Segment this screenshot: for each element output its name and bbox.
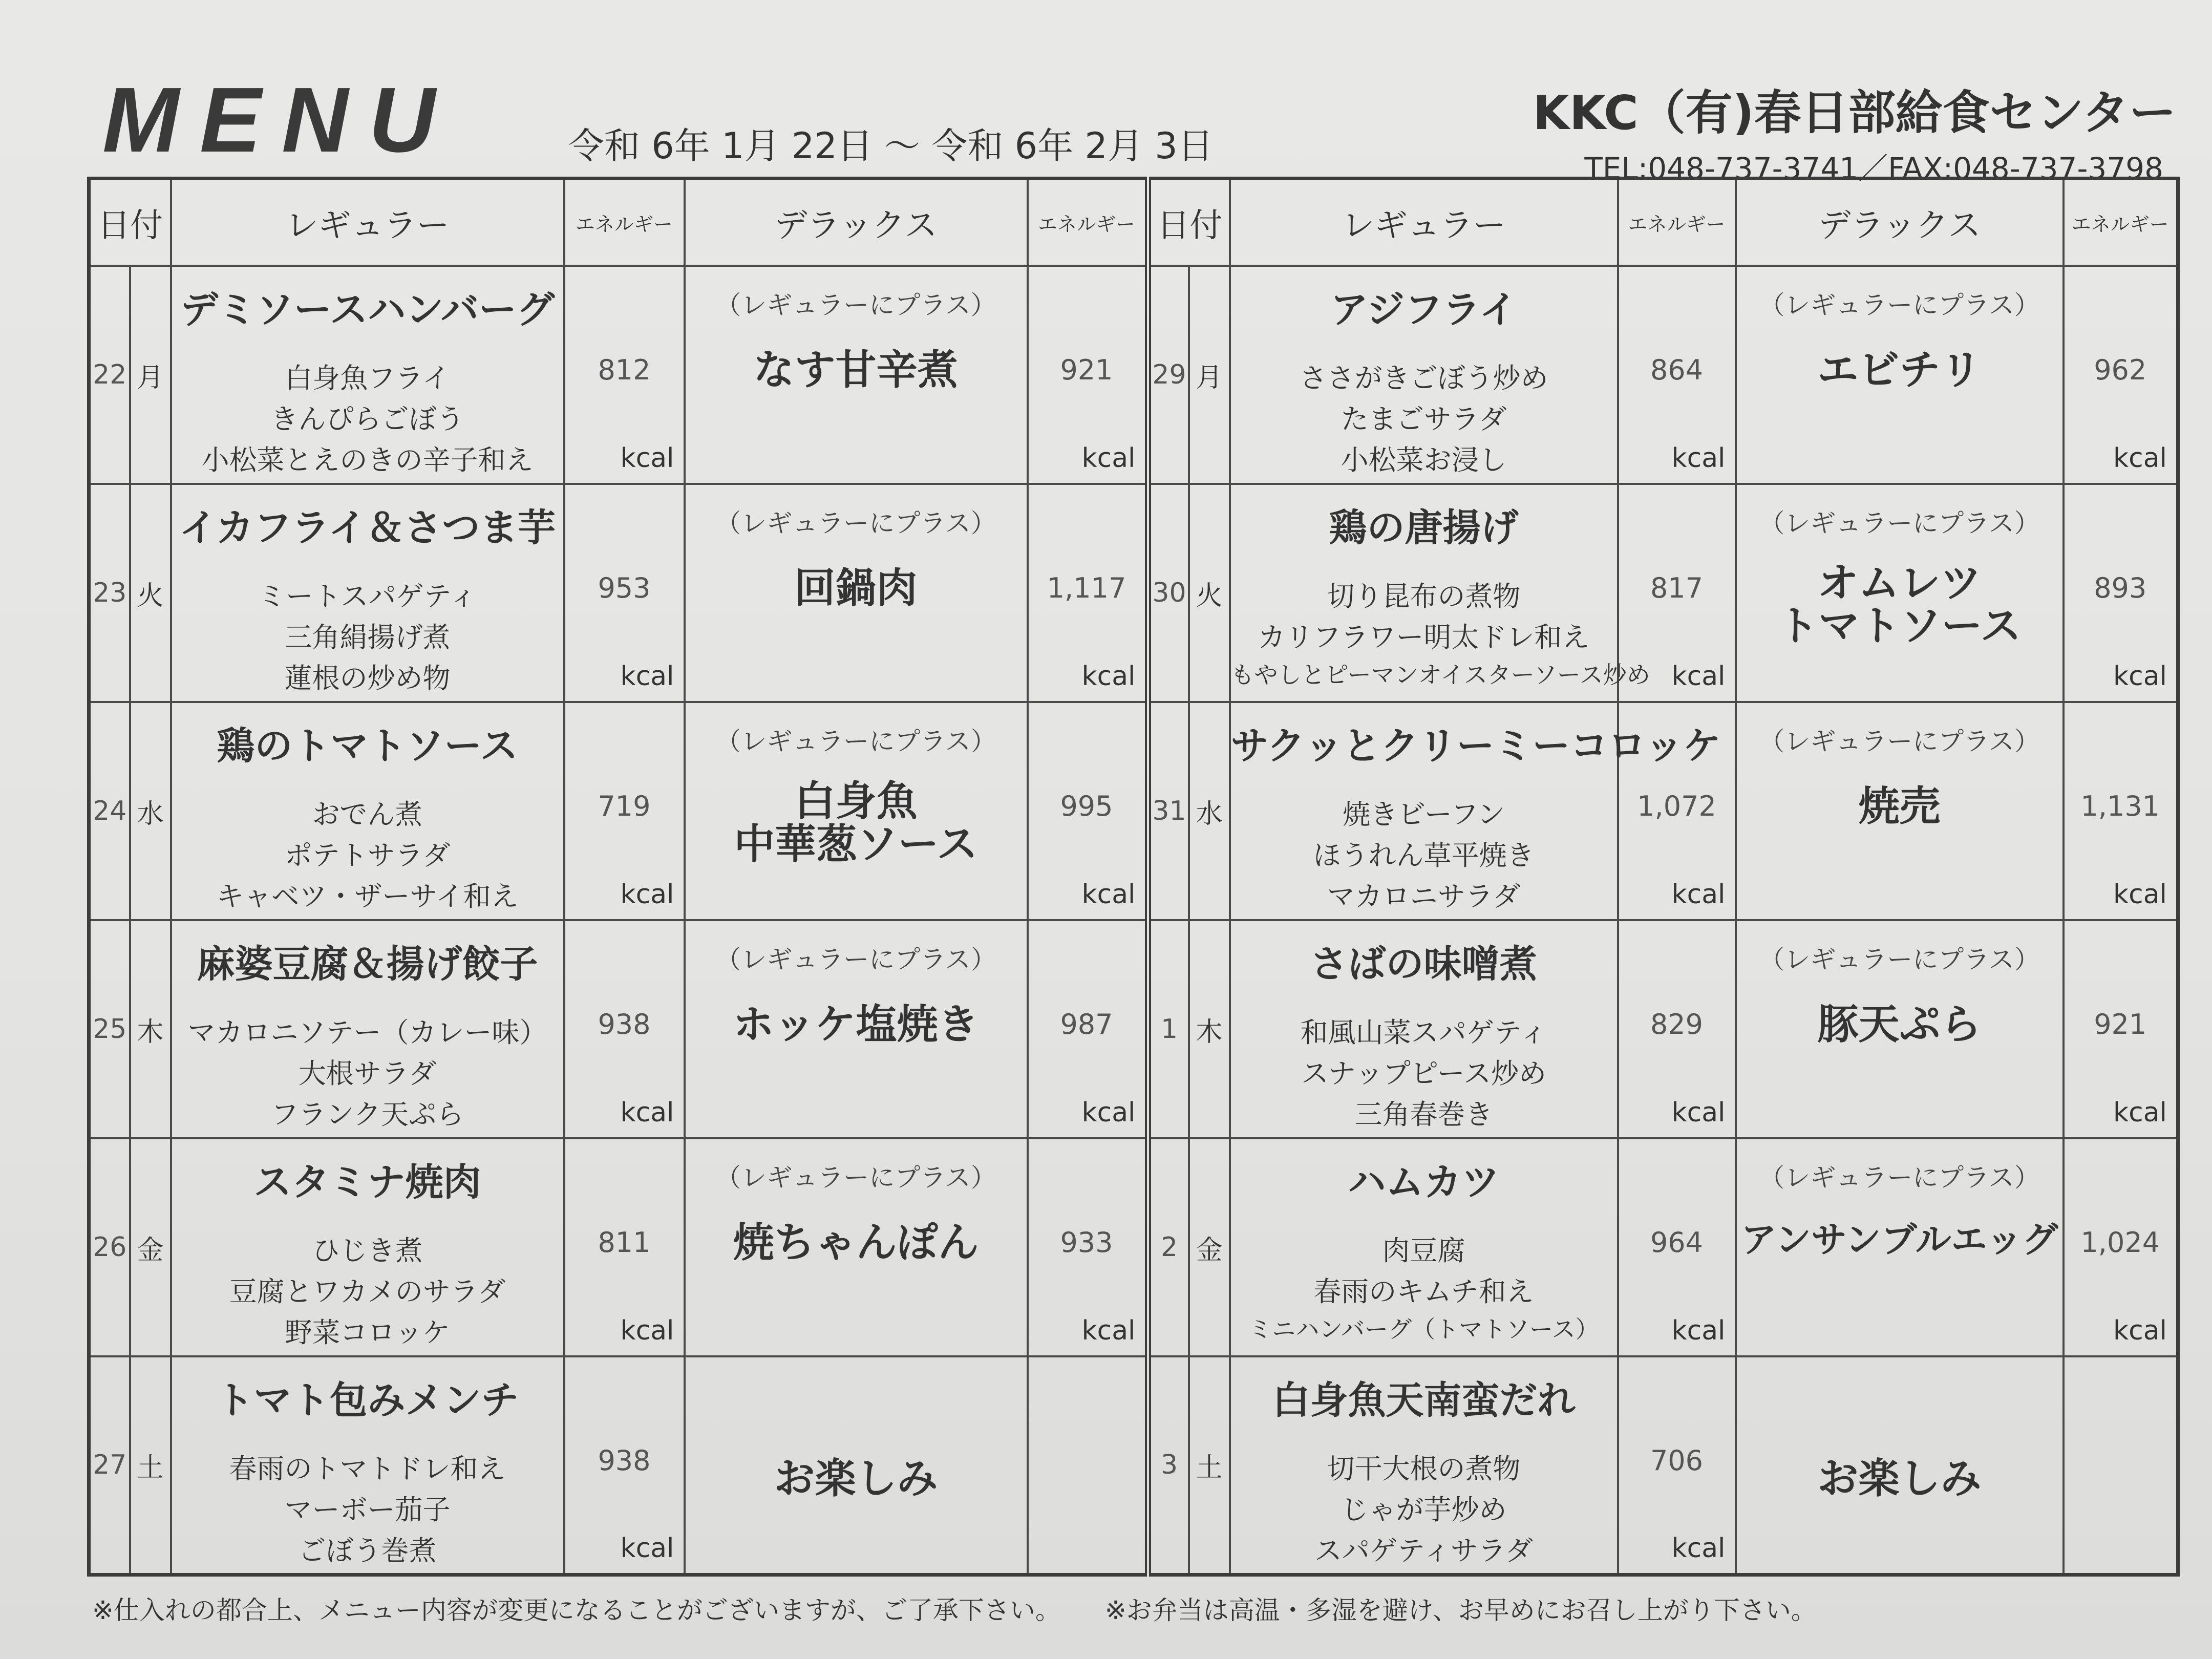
- menu-row: [89, 1356, 2178, 1575]
- weekday: 月: [130, 266, 171, 484]
- deluxe-dish: [686, 1457, 1027, 1500]
- energy-value: 921: [1060, 354, 1113, 386]
- deluxe-dish-line: 白身魚: [794, 777, 918, 825]
- side-dish: 小松菜とえのきの辛子和え: [201, 444, 534, 476]
- deluxe-dish: [1737, 782, 2062, 830]
- weekday: 月: [1189, 266, 1230, 484]
- main-dish: 鶏のトマトソース: [217, 724, 518, 768]
- side-dish: もやしとピーマンオイスターソース炒め: [1230, 661, 1650, 689]
- deluxe-dish: [686, 1003, 1027, 1046]
- deluxe-dish-line: 中華葱ソース: [734, 820, 978, 868]
- deluxe-menu-cell: [685, 1356, 1028, 1575]
- day-number: 23: [89, 484, 130, 702]
- weekday: 木: [1189, 920, 1230, 1138]
- energy-unit: kcal: [1081, 1097, 1136, 1128]
- energy-value: 719: [598, 790, 651, 822]
- energy-unit: kcal: [620, 1533, 674, 1564]
- side-dish: たまごサラダ: [1341, 403, 1507, 435]
- side-dish: 切り昆布の煮物: [1327, 580, 1521, 612]
- side-dish: スナップピース炒め: [1301, 1057, 1546, 1090]
- regular-menu-cell: [171, 484, 564, 702]
- energy-value: 938: [598, 1008, 651, 1040]
- deluxe-energy-cell: [1028, 1356, 1148, 1575]
- energy-value: 995: [1060, 790, 1113, 822]
- side-dish: おでん煮: [312, 798, 423, 831]
- side-dish: ひじき煮: [312, 1235, 423, 1267]
- deluxe-plus-note: （レギュラーにプラス）: [715, 727, 996, 756]
- menu-table: [87, 177, 2180, 1577]
- company-name: KKC（有)春日部給食センター: [1533, 86, 2176, 140]
- deluxe-dish-line: エビチリ: [1817, 346, 1982, 394]
- regular-menu-cell: [1230, 920, 1618, 1138]
- col-header-energy: エネルギー: [1028, 179, 1148, 266]
- energy-unit: kcal: [2113, 879, 2167, 910]
- deluxe-energy-cell: [1028, 702, 1148, 920]
- col-header-date: 日付: [89, 179, 171, 266]
- day-number: 31: [1148, 702, 1189, 920]
- side-dish: 野菜コロッケ: [285, 1316, 450, 1349]
- regular-menu-cell: [1230, 1356, 1618, 1575]
- regular-energy-cell: [1618, 920, 1736, 1138]
- day-number: 27: [89, 1356, 130, 1575]
- energy-value: 811: [598, 1226, 651, 1259]
- energy-value: 829: [1650, 1008, 1704, 1040]
- deluxe-plus-note: （レギュラーにプラス）: [1759, 508, 2040, 538]
- energy-unit: kcal: [1671, 443, 1726, 474]
- menu-row: [89, 1138, 2178, 1356]
- weekday: 水: [130, 702, 171, 920]
- deluxe-energy-cell: [1028, 1138, 1148, 1356]
- deluxe-plus-note: （レギュラーにプラス）: [1759, 290, 2040, 320]
- side-dish: ごぼう巻煮: [298, 1535, 437, 1567]
- deluxe-dish: [1737, 559, 2062, 650]
- energy-value: 893: [2094, 572, 2147, 604]
- main-dish: アジフライ: [1330, 288, 1517, 332]
- deluxe-menu-cell: [1736, 1138, 2064, 1356]
- regular-energy-cell: [564, 1356, 685, 1575]
- regular-energy-cell: [1618, 266, 1736, 484]
- energy-unit: kcal: [2113, 1097, 2167, 1128]
- energy-unit: kcal: [1081, 1315, 1136, 1346]
- regular-menu-cell: [1230, 266, 1618, 484]
- menu-row: [89, 266, 2178, 484]
- day-number: 25: [89, 920, 130, 1138]
- side-dish: マカロニサラダ: [1327, 880, 1521, 912]
- side-dish: 小松菜お浸し: [1341, 444, 1507, 476]
- deluxe-dish-line: お楽しみ: [774, 1455, 938, 1502]
- side-dish: 三角春巻き: [1354, 1098, 1493, 1131]
- menu-period: 令和 6年 1月 22日 ～ 令和 6年 2月 3日: [568, 125, 1214, 167]
- footer-notes: [92, 1590, 1853, 1627]
- energy-value: 817: [1650, 572, 1704, 604]
- menu-row: [89, 702, 2178, 920]
- regular-menu-cell: [171, 266, 564, 484]
- side-dish: ささがきごぼう炒め: [1299, 362, 1548, 394]
- regular-menu-cell: [1230, 484, 1650, 702]
- deluxe-energy-cell: [2064, 1356, 2178, 1575]
- col-header-date: 日付: [1148, 179, 1230, 266]
- side-dish: 春雨のキムチ和え: [1313, 1275, 1534, 1308]
- deluxe-plus-note: （レギュラーにプラス）: [1759, 1163, 2040, 1193]
- deluxe-menu-cell: [685, 1138, 1028, 1356]
- deluxe-energy-cell: [2064, 702, 2178, 920]
- main-dish: ハムカツ: [1348, 1160, 1500, 1204]
- col-header-deluxe: デラックス: [1736, 179, 2064, 266]
- deluxe-plus-note: （レギュラーにプラス）: [715, 290, 996, 320]
- energy-value: 938: [598, 1444, 651, 1477]
- energy-unit: kcal: [620, 879, 674, 910]
- main-dish: 麻婆豆腐＆揚げ餃子: [197, 942, 538, 986]
- col-header-regular: レギュラー: [1230, 179, 1618, 266]
- energy-unit: kcal: [2113, 443, 2167, 474]
- deluxe-menu-cell: [685, 484, 1028, 702]
- col-header-energy: エネルギー: [1618, 179, 1736, 266]
- side-dish: 焼きビーフン: [1343, 798, 1505, 831]
- energy-unit: kcal: [1671, 1097, 1726, 1128]
- deluxe-dish: [686, 564, 1027, 612]
- main-dish: 白身魚天南蛮だれ: [1272, 1378, 1576, 1422]
- company-contact: TEL:048-737-3741／FAX:048-737-3798: [1584, 151, 2163, 186]
- deluxe-plus-note: （レギュラーにプラス）: [715, 1163, 996, 1193]
- regular-energy-cell: [564, 920, 685, 1138]
- deluxe-dish-line: なす甘辛煮: [753, 346, 959, 394]
- energy-unit: kcal: [620, 1097, 674, 1128]
- deluxe-dish-line: アンサンブルエッグ: [1740, 1219, 2058, 1261]
- deluxe-menu-cell: [1736, 1356, 2064, 1575]
- regular-menu-cell: [171, 920, 564, 1138]
- weekday: 水: [1189, 702, 1230, 920]
- deluxe-dish-line: 豚天ぷら: [1817, 1001, 1982, 1048]
- energy-value: 864: [1650, 354, 1704, 386]
- weekday: 金: [1189, 1138, 1230, 1356]
- side-dish: ミートスパゲティ: [258, 580, 477, 612]
- weekday: 金: [130, 1138, 171, 1356]
- side-dish: じゃが芋炒め: [1341, 1494, 1507, 1526]
- weekday: 火: [1189, 484, 1230, 702]
- side-dish: 春雨のトマトドレ和え: [229, 1453, 506, 1485]
- side-dish: フランク天ぷら: [271, 1098, 464, 1131]
- deluxe-plus-note: （レギュラーにプラス）: [1759, 727, 2040, 756]
- side-dish: ミニハンバーグ（トマトソース）: [1248, 1315, 1599, 1343]
- deluxe-dish-line: 焼売: [1858, 782, 1941, 830]
- energy-value: 1,131: [2080, 790, 2160, 822]
- deluxe-menu-cell: [1736, 266, 2064, 484]
- col-header-energy: エネルギー: [2064, 179, 2178, 266]
- main-dish: 鶏の唐揚げ: [1329, 506, 1519, 550]
- energy-unit: kcal: [1671, 661, 1726, 692]
- day-number: 2: [1148, 1138, 1189, 1356]
- energy-value: 953: [598, 572, 651, 604]
- side-dish: マーボー茄子: [284, 1494, 451, 1526]
- deluxe-dish-line: トマトソース: [1777, 602, 2022, 650]
- deluxe-energy-cell: [1028, 920, 1148, 1138]
- day-number: 24: [89, 702, 130, 920]
- energy-unit: kcal: [620, 443, 674, 474]
- side-dish: キャベツ・ザーサイ和え: [216, 880, 519, 912]
- regular-menu-cell: [171, 1356, 564, 1575]
- side-dish: 蓮根の炒め物: [284, 662, 451, 694]
- menu-row: [89, 920, 2178, 1138]
- deluxe-menu-cell: [1736, 702, 2064, 920]
- deluxe-dish-line: オムレツ: [1817, 559, 1982, 607]
- energy-value: 1,072: [1637, 790, 1716, 822]
- side-dish: 三角絹揚げ煮: [284, 621, 451, 653]
- col-header-regular: レギュラー: [171, 179, 564, 266]
- energy-unit: kcal: [620, 1315, 674, 1346]
- col-header-deluxe: デラックス: [685, 179, 1028, 266]
- regular-energy-cell: [1618, 702, 1736, 920]
- day-number: 26: [89, 1138, 130, 1356]
- energy-value: 987: [1060, 1008, 1113, 1040]
- deluxe-plus-note: （レギュラーにプラス）: [715, 945, 996, 974]
- energy-unit: kcal: [2113, 1315, 2167, 1346]
- energy-value: 933: [1060, 1226, 1113, 1259]
- deluxe-dish: [1737, 1003, 2062, 1046]
- deluxe-dish: [686, 777, 1027, 868]
- main-dish: デミソースハンバーグ: [180, 288, 555, 332]
- menu-title: MENU: [102, 69, 456, 172]
- side-dish: カリフラワー明太ドレ和え: [1258, 621, 1590, 653]
- regular-energy-cell: [564, 484, 685, 702]
- regular-energy-cell: [1618, 1138, 1736, 1356]
- main-dish: さばの味噌煮: [1310, 942, 1538, 986]
- deluxe-dish: [686, 1221, 1027, 1264]
- regular-menu-cell: [171, 702, 564, 920]
- energy-unit: kcal: [1081, 443, 1136, 474]
- side-dish: 肉豆腐: [1382, 1235, 1465, 1267]
- deluxe-plus-note: （レギュラーにプラス）: [1759, 945, 2040, 974]
- deluxe-dish-line: お楽しみ: [1817, 1455, 1982, 1502]
- energy-unit: kcal: [1671, 1533, 1726, 1564]
- menu-row: [89, 484, 2178, 702]
- weekday: 火: [130, 484, 171, 702]
- main-dish: イカフライ＆さつま芋: [179, 506, 556, 550]
- deluxe-menu-cell: [685, 920, 1028, 1138]
- deluxe-plus-note: （レギュラーにプラス）: [715, 508, 996, 538]
- side-dish: 白身魚フライ: [285, 362, 450, 394]
- energy-value: 706: [1650, 1444, 1704, 1477]
- energy-value: 921: [2094, 1008, 2147, 1040]
- deluxe-energy-cell: [1028, 484, 1148, 702]
- deluxe-menu-cell: [685, 702, 1028, 920]
- regular-energy-cell: [1618, 1356, 1736, 1575]
- energy-unit: kcal: [1081, 661, 1136, 692]
- col-header-energy: エネルギー: [564, 179, 685, 266]
- deluxe-dish-line: 焼ちゃんぽん: [733, 1219, 979, 1266]
- deluxe-energy-cell: [2064, 920, 2178, 1138]
- deluxe-menu-cell: [1736, 484, 2064, 702]
- day-number: 29: [1148, 266, 1189, 484]
- day-number: 22: [89, 266, 130, 484]
- energy-unit: kcal: [1671, 1315, 1726, 1346]
- energy-unit: kcal: [620, 661, 674, 692]
- side-dish: 和風山菜スパゲティ: [1300, 1016, 1547, 1049]
- energy-value: 1,117: [1047, 572, 1126, 604]
- side-dish: 切干大根の煮物: [1327, 1453, 1521, 1485]
- side-dish: ほうれん草平焼き: [1313, 839, 1535, 871]
- energy-unit: kcal: [1671, 879, 1726, 910]
- deluxe-dish: [686, 346, 1027, 394]
- main-dish: スタミナ焼肉: [253, 1160, 481, 1204]
- energy-value: 962: [2094, 354, 2147, 386]
- energy-value: 1,024: [2080, 1226, 2160, 1259]
- deluxe-energy-cell: [2064, 1138, 2178, 1356]
- deluxe-dish-line: ホッケ塩焼き: [733, 1001, 979, 1048]
- regular-menu-cell: [1230, 1138, 1618, 1356]
- weekday: 木: [130, 920, 171, 1138]
- side-dish: きんぴらごぼう: [270, 403, 464, 435]
- deluxe-energy-cell: [2064, 484, 2178, 702]
- day-number: 3: [1148, 1356, 1189, 1575]
- main-dish: サクッとクリーミーコロッケ: [1230, 724, 1721, 768]
- side-dish: マカロニソテー（カレー味）: [187, 1016, 547, 1049]
- regular-energy-cell: [1618, 484, 1736, 702]
- deluxe-menu-cell: [685, 266, 1028, 484]
- day-number: 30: [1148, 484, 1189, 702]
- footer-note-storage: ※お弁当は高温・多湿を避け、お早めにお召し上がり下さい。: [1104, 1596, 1817, 1625]
- regular-energy-cell: [564, 1138, 685, 1356]
- deluxe-energy-cell: [2064, 266, 2178, 484]
- footer-note-change: ※仕入れの都合上、メニュー内容が変更になることがございますが、ご了承下さい。: [92, 1596, 1061, 1625]
- deluxe-energy-cell: [1028, 266, 1148, 484]
- header-row: [89, 179, 2178, 266]
- deluxe-dish: [1737, 346, 2062, 394]
- regular-energy-cell: [564, 266, 685, 484]
- deluxe-dish: [1737, 1221, 2062, 1259]
- side-dish: 大根サラダ: [298, 1057, 437, 1090]
- energy-value: 964: [1650, 1226, 1704, 1259]
- energy-unit: kcal: [1081, 879, 1136, 910]
- day-number: 1: [1148, 920, 1189, 1138]
- weekday: 土: [130, 1356, 171, 1575]
- regular-energy-cell: [564, 702, 685, 920]
- side-dish: ポテトサラダ: [284, 839, 451, 871]
- deluxe-menu-cell: [1736, 920, 2064, 1138]
- weekday: 土: [1189, 1356, 1230, 1575]
- main-dish: トマト包みメンチ: [216, 1378, 519, 1422]
- regular-menu-cell: [171, 1138, 564, 1356]
- energy-value: 812: [598, 354, 651, 386]
- side-dish: スパゲティサラダ: [1314, 1535, 1534, 1567]
- energy-unit: kcal: [2113, 661, 2167, 692]
- deluxe-dish-line: 回鍋肉: [794, 564, 918, 612]
- deluxe-dish: [1737, 1457, 2062, 1500]
- side-dish: 豆腐とワカメのサラダ: [229, 1275, 506, 1308]
